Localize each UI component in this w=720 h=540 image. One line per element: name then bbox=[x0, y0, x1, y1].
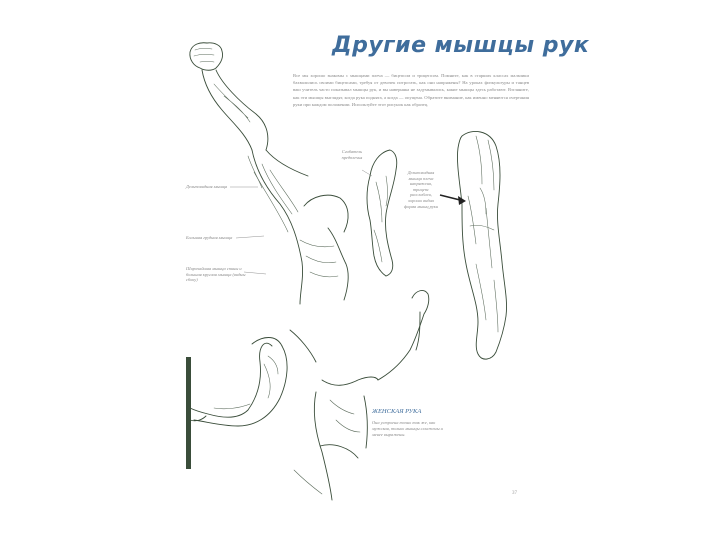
page-number: 37 bbox=[512, 491, 517, 496]
muscular-arm-diagram bbox=[457, 131, 506, 359]
label-shoulder-note: Дельтовидная мышца плеча напряжена, трицепс расслаблен, хорошо видна форма мышц руки bbox=[403, 170, 439, 209]
label-back-muscles: Широчайшая мышца спины и большая круглая мышца (видны сбоку) bbox=[186, 266, 246, 283]
page-title: Другие мышцы рук bbox=[332, 33, 590, 58]
bent-arm-drawing bbox=[367, 150, 397, 276]
female-arm-text: Она устроена точно так же, как мужская, только мышцы сглажены и менее выражены. bbox=[372, 420, 443, 437]
female-torso-drawing bbox=[290, 291, 429, 500]
arm-holding-stick-drawing bbox=[186, 338, 287, 470]
label-forearm-bend: Сгибатель предплечья bbox=[341, 149, 363, 160]
label-upper-arm-muscle: Дельтовидная мышца bbox=[186, 184, 228, 189]
female-arm-heading: ЖЕНСКАЯ РУКА bbox=[372, 408, 422, 415]
label-chest-muscle: Большая грудная мышца bbox=[186, 235, 233, 240]
intro-paragraph: Все мы хорошо знакомы с мышцами плеча — бицепсом и трицепсом. Помните, как в старших классах мальчики бахвалились своими бицепсами, требуя от девочек потрогать, как они напряжены? На уроках физкультуры и танцев ваш учитель часто показывал мышцы рук, и вы наверняка не задумывались, какие мышцы здесь работают. Взгляните, как эти мышцы выглядят, когда рука поднята, а когда — опущена. Обратите внимание, как именно меняются очертания руки при каждом положении. Используйте этот рисунок как образец. bbox=[293, 73, 529, 107]
